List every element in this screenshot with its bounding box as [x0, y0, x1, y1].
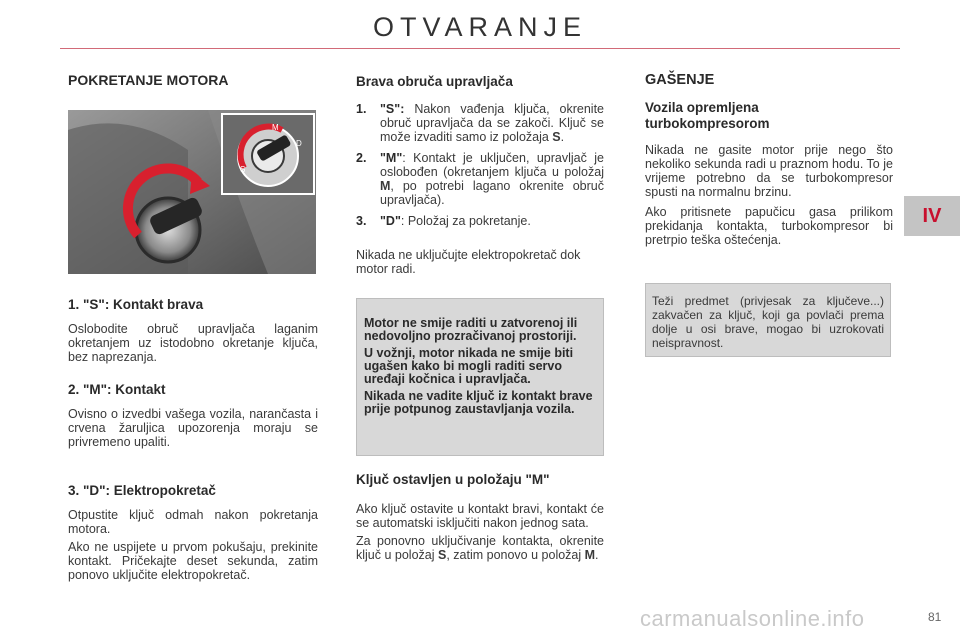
item-after: , po potrebi lagano okrenite obruč upravljača). [380, 179, 604, 207]
info-box-text: Teži predmet (privjesak za ključeve...) zakvačen za ključ, koji ga povlači prema dolje u osi brave, mogao bi uzrokovati neispravnost. [652, 294, 884, 350]
section-d-text-1: Otpustite ključ odmah nakon pokretanja motora. [68, 508, 318, 536]
list-item [356, 102, 604, 144]
item-bold: M [380, 179, 391, 193]
left-sections [68, 297, 318, 582]
item-text: : Kontakt je uključen, upravljač je oslobođen (okretanjem ključa u položaj [380, 151, 604, 179]
turbo-subheading: Vozila opremljena turbokompresorom [645, 100, 770, 131]
list-item [356, 151, 604, 207]
item-after: . [560, 130, 565, 144]
middle-column [356, 74, 604, 276]
item-number: 1. [356, 102, 367, 116]
warning-line-1: Motor ne smije raditi u zatvorenoj ili nedovoljno prozračivanoj prostoriji. [364, 316, 578, 343]
ignition-illustration [68, 110, 316, 274]
item-key: "D" [380, 214, 401, 228]
key-left-section [356, 472, 604, 562]
warning-line-2: U vožnji, motor nikada ne smije biti ugašen kako bi mogli raditi servo uređaji kočnica i upravljača. [364, 346, 574, 386]
list-item [356, 214, 604, 228]
key-left-text-1: Ako ključ ostavite u kontakt bravi, kontakt će se automatski isključiti nakon jednog sata. [356, 502, 604, 530]
section-d-text-2: Ako ne uspijete u prvom pokušaju, prekinite kontakt. Pričekajte deset sekunda, zatim ponovo uključite elektropokretač. [68, 540, 318, 582]
item-text: : Položaj za pokretanje. [400, 214, 531, 228]
starter-note: Nikada ne uključujte elektropokretač dok motor radi. [356, 248, 581, 276]
title-divider [60, 48, 900, 49]
page-title: OTVARANJE [372, 12, 588, 42]
label-d: D [296, 139, 302, 148]
watermark: carmanualsonline.info [640, 606, 865, 631]
section-s-text: Oslobodite obruč upravljača laganim okretanjem uz istodobno okretanje ključa, bez naprezanja. [68, 322, 318, 364]
section-heading-starting: POKRETANJE MOTORA [68, 72, 229, 88]
turbo-text-1: Nikada ne gasite motor prije nego što nekoliko sekunda radi u praznom hodu. To je vrijeme potrebno da se turbokompresor spusti na normalnu brzinu. [645, 143, 893, 199]
warning-line-3: Nikada ne vadite ključ iz kontakt brave prije potpunog zaustavljanja vozila. [364, 389, 593, 416]
label-s: S [240, 165, 246, 174]
item-key: "M" [380, 151, 403, 165]
steering-lock-heading: Brava obruča upravljača [356, 74, 513, 89]
warning-box [356, 298, 604, 456]
section-m-text: Ovisno o izvedbi vašega vozila, narančasta i crvena žaruljica upozorenja moraju se privremeno upaliti. [68, 407, 318, 449]
turbo-text-2: Ako pritisnete papučicu gasa prilikom prekidanja kontakta, turbokompresor bi pretrpio teška oštećenja. [645, 205, 893, 247]
section-m-title: 2. "M": Kontakt [68, 382, 166, 397]
left-column [68, 72, 318, 88]
position-list [356, 102, 604, 228]
item-key: "S": [380, 102, 405, 116]
section-s-title: 1. "S": Kontakt brava [68, 297, 204, 312]
text-fragment: , zatim ponovo u položaj [446, 548, 585, 562]
text-fragment: . [595, 548, 599, 562]
chapter-label: IV [922, 204, 942, 227]
chapter-tab[interactable] [904, 196, 960, 236]
label-m: M [272, 123, 279, 132]
page-number: 81 [928, 610, 942, 624]
right-column [645, 72, 893, 247]
stopping-heading: GAŠENJE [645, 72, 715, 88]
ignition-diagram [68, 110, 316, 274]
item-number: 2. [356, 151, 367, 165]
text-fragment: Za ponovno uključivanje kontakta, okrenite ključ u položaj [356, 534, 604, 562]
item-number: 3. [356, 214, 367, 228]
bold-s: S [438, 548, 447, 562]
info-box [645, 283, 891, 357]
key-left-title: Ključ ostavljen u položaju "M" [356, 472, 550, 487]
item-text: Nakon vađenja ključa, okrenite obruč upravljača da se zakoči. Ključ se može izvaditi samo iz položaja [380, 102, 604, 144]
section-d-title: 3. "D": Elektropokretač [68, 483, 216, 498]
item-bold: S [552, 130, 561, 144]
key-left-text-2 [356, 534, 604, 562]
bold-m: M [584, 548, 596, 562]
